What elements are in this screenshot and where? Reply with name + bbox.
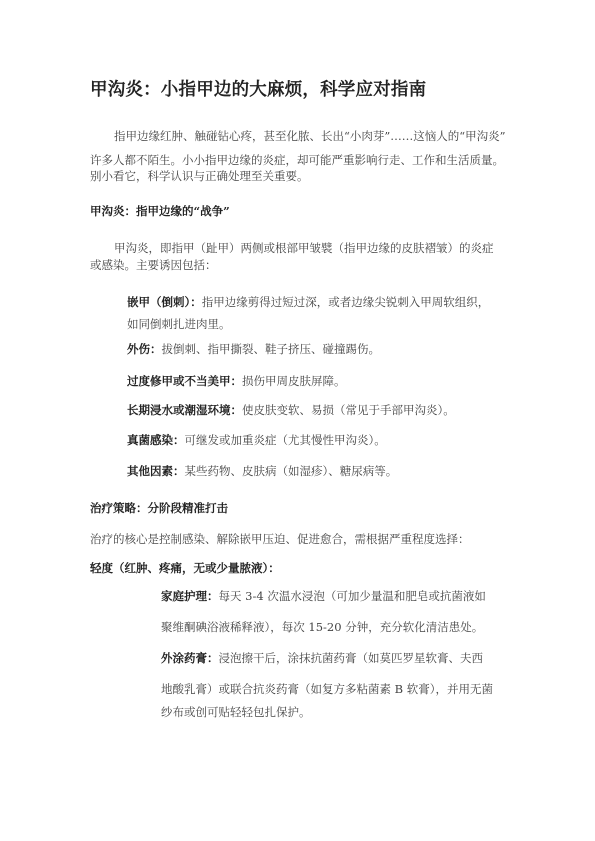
cause-term: 长期浸水或潮湿环境： <box>127 403 242 417</box>
treatment-text-continued: 聚维酮碘浴液稀释液），每次 15-20 分钟，充分软化清洁患处。 <box>161 620 484 634</box>
cause-term: 其他因素： <box>127 464 185 478</box>
intro-line-2: 许多人都不陌生。小小指甲边缘的炎症，却可能严重影响行走、工作和生活质量。 <box>90 153 504 167</box>
mild-heading: 轻度（红肿、疼痛，无或少量脓液）： <box>90 561 280 575</box>
cause-item <box>127 341 380 357</box>
cause-text: 拔倒刺、指甲撕裂、鞋子挤压、碰撞踢伤。 <box>161 342 380 356</box>
cause-term: 嵌甲（倒刺）： <box>127 295 202 309</box>
treatment-item <box>161 650 483 666</box>
cause-item <box>127 402 455 418</box>
cause-text: 某些药物、皮肤病（如湿疹）、糖尿病等。 <box>184 464 398 478</box>
section-heading-2: 治疗策略：分阶段精准打击 <box>90 501 228 515</box>
cause-text: 使皮肤变软、易损（常见于手部甲沟炎）。 <box>242 403 455 417</box>
cause-item <box>127 463 397 479</box>
cause-term: 外伤： <box>127 342 162 356</box>
treatment-text: 浸泡擦干后，涂抹抗菌药膏（如莫匹罗星软膏、夫西 <box>218 651 483 665</box>
cause-term: 过度修甲或不当美甲： <box>127 374 242 388</box>
treatment-item <box>161 588 486 604</box>
treatment-text-continued: 地酸乳膏）或联合抗炎药膏（如复方多粘菌素 B 软膏），并用无菌 <box>161 682 494 696</box>
cause-text: 指甲边缘剪得过短过深，或者边缘尖锐刺入甲周软组织， <box>201 295 490 309</box>
treatment-text: 每天 3-4 次温水浸泡（可加少量温和肥皂或抗菌液如 <box>218 589 486 603</box>
cause-item <box>127 373 346 389</box>
intro-line-3: 别小看它，科学认识与正确处理至关重要。 <box>90 169 309 183</box>
page-title: 甲沟炎：小指甲边的大麻烦，科学应对指南 <box>90 80 427 100</box>
section2-para: 治疗的核心是控制感染、解除嵌甲压迫、促进愈合，需根据严重程度选择： <box>90 532 470 546</box>
section1-para-line-1: 甲沟炎，即指甲（趾甲）两侧或根部甲皱襞（指甲边缘的皮肤褶皱）的炎症 <box>114 241 494 255</box>
section1-para-line-2: 或感染。主要诱因包括： <box>90 258 217 272</box>
cause-item <box>127 294 489 310</box>
cause-term: 真菌感染： <box>127 433 185 447</box>
intro-line-1: 指甲边缘红肿、触碰钻心疼，甚至化脓、长出“小肉芽”……这恼人的“甲沟炎” <box>114 129 506 143</box>
cause-item <box>127 432 386 448</box>
cause-text: 可继发或加重炎症（尤其慢性甲沟炎）。 <box>184 433 386 447</box>
section-heading-1: 甲沟炎：指甲边缘的“战争” <box>90 204 230 218</box>
treatment-term: 外涂药膏： <box>161 651 219 665</box>
treatment-text-continued: 纱布或创可贴轻轻包扎保护。 <box>161 705 311 719</box>
treatment-term: 家庭护理： <box>161 589 219 603</box>
cause-text-continued: 如同倒刺扎进肉里。 <box>127 317 231 331</box>
cause-text: 损伤甲周皮肤屏障。 <box>242 374 346 388</box>
